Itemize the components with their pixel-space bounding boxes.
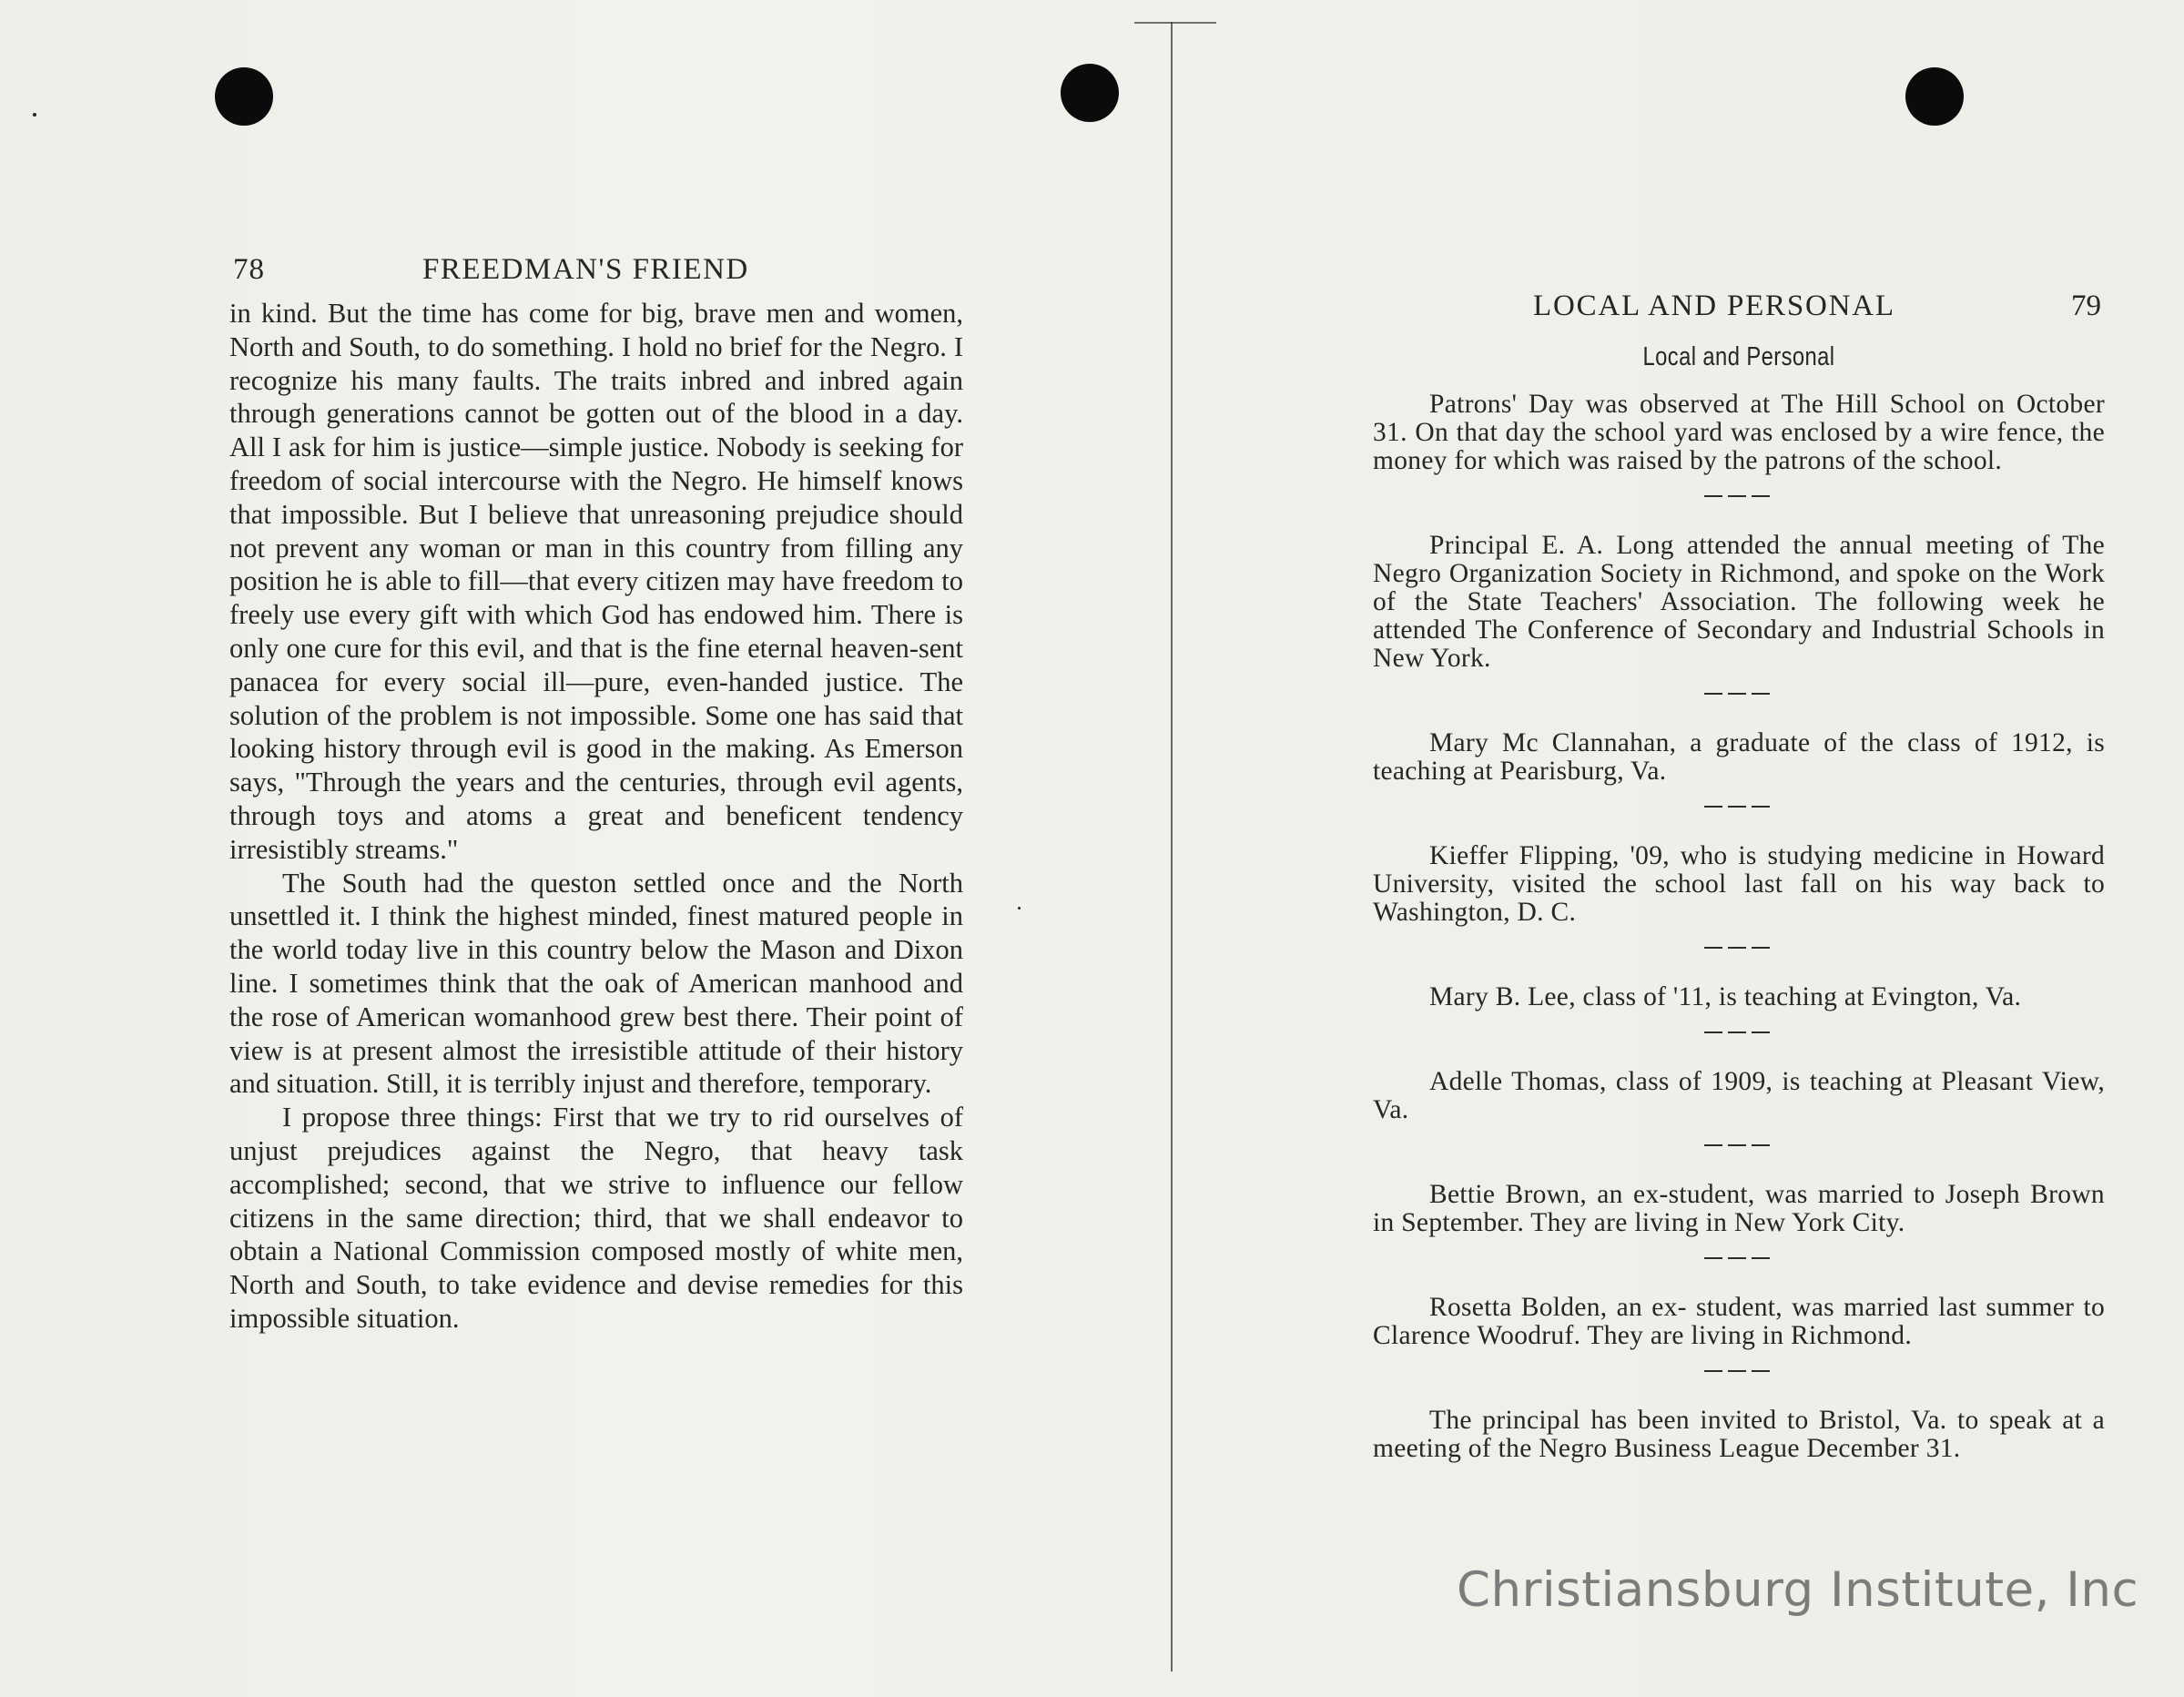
left-page [229,246,963,1336]
paragraph: The South had the queston settled once and the North unsettled it. I think the highest minded, finest matured people in the world today live in this country below the Mason and Dixon line. I sometimes think that the oak of American manhood and the rose of American womanhood grew best there. Their point of view is at present almost the irresistible attitude of their history and situation. Still, it is terribly injust and therefore, temporary. [229,867,963,1100]
left-running-head [229,246,963,297]
paragraph: in kind. But the time has come for big, brave men and women, North and South, to do something. I hold no brief for the Negro. I recognize his many faults. The traits inbred and inbred again through generations cannot be gotten out of the blood in a day. All I ask for him is justice—simple justice. Nobody is seeking for freedom of social intercourse with the Negro. He himself knows that impossible. But I believe that unreasoning prejudice should not prevent any woman or man in this country from filling any position he is able to fill—that every citizen may have freedom to freely use every gift with which God has endowed him. There is only one cure for this evil, and that is the fine eternal heaven-sent panacea for every social ill—pure, even-handed justice. The solution of the problem is not impossible. Some one has said that looking history through evil is good in the making. As Emerson says, "Through the years and the centuries, through evil agents, through toys and atoms a great and beneficent tendency irresistibly streams." [229,298,963,865]
item-separator [1704,1031,1773,1033]
item-separator [1704,1257,1773,1259]
news-item: Adelle Thomas, class of 1909, is teaching at Pleasant View, Va. [1373,1067,2105,1124]
binder-hole-center [1061,64,1119,122]
item-separator [1704,1144,1773,1146]
item-separator [1704,947,1773,949]
paragraph: I propose three things: First that we try to rid ourselves of unjust prejudices against the Negro, that heavy task accomplished; second, that we strive to influence our fellow citizens in the same direction; third, that we shall endeavor to obtain a National Commission composed mostly of white men, North and South, to take evidence and devise remedies for this impossible situation. [229,1102,963,1334]
right-running-head [1373,284,2105,342]
binder-hole-right [1905,67,1964,126]
section-title: Local and Personal [1642,342,1835,371]
right-page [1373,284,2105,1463]
news-item: Kieffer Flipping, '09, who is studying medicine in Howard University, visited the school last fall on his way back to Washington, D. C. [1373,841,2105,927]
news-item: Mary B. Lee, class of '11, is teaching at Evington, Va. [1429,982,2022,1011]
binder-hole-left [215,67,273,126]
news-item: Rosetta Bolden, an ex- student, was married last summer to Clarence Woodruf. They are living in Richmond. [1373,1293,2105,1350]
news-item: Bettie Brown, an ex-student, was married to Joseph Brown in September. They are living in New York City. [1373,1180,2105,1237]
book-spine [1171,22,1173,1672]
running-head-title-right: LOCAL AND PERSONAL [1533,290,1895,322]
spine-cap-line [1134,22,1216,24]
left-page-body [229,297,963,1336]
item-separator [1704,495,1773,497]
page-number-left: 78 [233,253,265,286]
watermark-text: Christiansburg Institute, Inc [1457,1562,2139,1618]
news-item: The principal has been invited to Bristol, Va. to speak at a meeting of the Negro Business League December 31. [1373,1406,2105,1463]
news-item: Principal E. A. Long attended the annual meeting of The Negro Organization Society in Richmond, and spoke on the Work of the State Teachers' Association. The following week he attended The Conference of Secondary and Industrial Schools in New York. [1373,531,2105,673]
item-separator [1704,693,1773,695]
running-head-title-left: FREEDMAN'S FRIEND [422,253,749,286]
news-item: Mary Mc Clannahan, a graduate of the class of 1912, is teaching at Pearisburg, Va. [1373,728,2105,786]
item-separator [1704,1370,1773,1372]
page-number-right: 79 [2071,290,2101,322]
paper-speck [1018,907,1021,909]
item-separator [1704,806,1773,808]
paper-speck [33,113,36,117]
news-item: Patrons' Day was observed at The Hill School on October 31. On that day the school yard was enclosed by a wire fence, the money for which was raised by the patrons of the school. [1373,390,2105,475]
